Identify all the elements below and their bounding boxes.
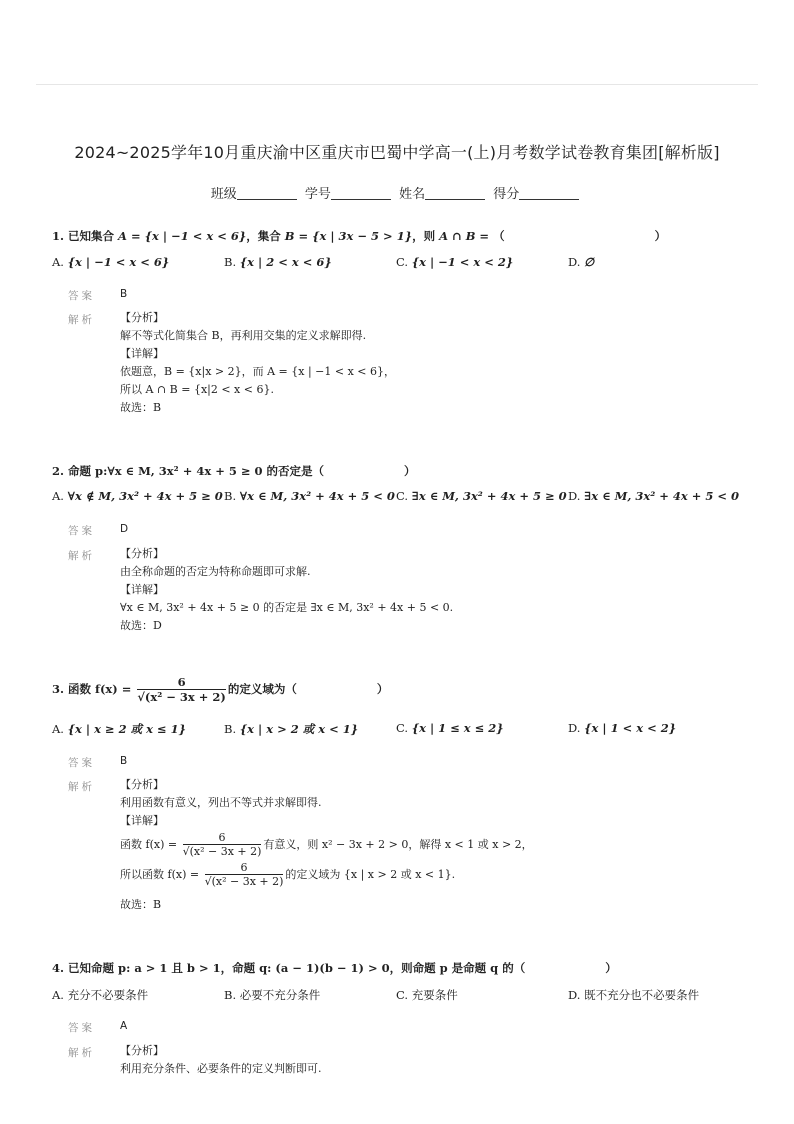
- stem-math: A ∩ B =: [439, 229, 494, 243]
- fraction: [205, 861, 284, 889]
- analysis-line: 【分析】: [120, 311, 164, 324]
- analysis-label: 解析: [68, 314, 95, 326]
- analysis-line: 利用充分条件、必要条件的定义判断即可.: [120, 1062, 322, 1075]
- stem-text: 已知命题 p: a > 1 且 b > 1，命题 q: (a − 1)(b − 1) > 0，则命题 p 是命题 q 的（: [68, 961, 526, 975]
- option-a: 充分不必要条件: [67, 988, 149, 1002]
- option-b: {x | 2 < x < 6}: [239, 255, 332, 269]
- fraction: [183, 831, 262, 859]
- option-letter: B.: [224, 722, 237, 736]
- question-number: 2.: [52, 464, 65, 478]
- name-blank: [425, 199, 485, 200]
- id-blank: [331, 199, 391, 200]
- option-letter: B.: [224, 988, 237, 1002]
- answer-label: 答案: [68, 290, 95, 302]
- stem-math: 函数 f(x) =: [68, 682, 136, 696]
- analysis-line: 故选：B: [120, 401, 162, 414]
- class-label: 班级: [210, 187, 237, 202]
- option-letter: C.: [396, 988, 409, 1002]
- answer-value: B: [120, 288, 128, 300]
- analysis-line: 所以 A ∩ B = {x|2 < x < 6}.: [120, 383, 274, 396]
- option-b: ∀x ∈ M, 3x² + 4x + 5 < 0: [239, 489, 395, 503]
- option-a: {x | −1 < x < 6}: [67, 255, 170, 269]
- fraction-numerator: 6: [205, 861, 284, 875]
- stem-text: ）: [376, 682, 389, 696]
- answer-label: 答案: [68, 525, 95, 537]
- analysis-line: 故选：D: [120, 619, 162, 632]
- answer-value: A: [120, 1020, 128, 1032]
- option-d: {x | 1 < x < 2}: [584, 721, 677, 735]
- analysis-line: 【分析】: [120, 547, 164, 560]
- stem-text: ）: [654, 229, 667, 243]
- option-letter: B.: [224, 255, 237, 269]
- option-letter: D.: [568, 988, 581, 1002]
- top-rule: [36, 84, 758, 85]
- name-label: 姓名: [399, 187, 426, 202]
- analysis-line: 利用函数有意义，列出不等式并求解即得.: [120, 796, 322, 809]
- analysis-line: 【分析】: [120, 1044, 164, 1057]
- option-a: ∀x ∉ M, 3x² + 4x + 5 ≥ 0: [67, 489, 223, 503]
- option-b: 必要不充分条件: [239, 988, 321, 1002]
- page-title: 2024~2025学年10月重庆渝中区重庆市巴蜀中学高一(上)月考数学试卷教育集团[解析版]: [74, 143, 720, 162]
- analysis-line: 故选：B: [120, 898, 162, 911]
- stem-math: B = {x | 3x − 5 > 1}: [284, 229, 413, 243]
- stem-math: A = {x | −1 < x < 6}: [118, 229, 247, 243]
- fraction-denominator: √(x² − 3x + 2): [204, 875, 284, 888]
- option-d: ∅: [584, 255, 595, 269]
- analysis-line: [120, 860, 740, 890]
- analysis-text: 的定义域为 {x | x > 2 或 x < 1}.: [285, 868, 456, 881]
- question-1-stem: [52, 228, 752, 244]
- question-4-analysis: [120, 1042, 740, 1078]
- analysis-line: 【详解】: [120, 814, 164, 827]
- score-blank: [519, 199, 579, 200]
- option-d: ∃x ∈ M, 3x² + 4x + 5 < 0: [584, 489, 740, 503]
- analysis-line: 【详解】: [120, 583, 164, 596]
- answer-label: 答案: [68, 757, 95, 769]
- question-2-analysis: [120, 545, 740, 635]
- question-1-analysis: [120, 309, 740, 417]
- option-letter: D.: [568, 721, 581, 735]
- analysis-text: 所以函数 f(x) =: [120, 868, 203, 881]
- fraction-denominator: √(x² − 3x + 2): [137, 690, 226, 704]
- option-c: {x | −1 < x < 2}: [411, 255, 514, 269]
- option-letter: D.: [568, 489, 581, 503]
- stem-text: ，则: [412, 229, 440, 243]
- analysis-line: 解不等式化简集合 B，再利用交集的定义求解即得.: [120, 329, 367, 342]
- stem-text: （: [493, 229, 505, 243]
- option-c: ∃x ∈ M, 3x² + 4x + 5 ≥ 0: [411, 489, 567, 503]
- analysis-label: 解析: [68, 781, 95, 793]
- option-c: {x | 1 ≤ x ≤ 2}: [411, 721, 504, 735]
- analysis-text: 有意义，则 x² − 3x + 2 > 0，解得 x < 1 或 x > 2，: [263, 838, 533, 851]
- analysis-label: 解析: [68, 550, 95, 562]
- question-number: 4.: [52, 961, 65, 975]
- fraction: [137, 676, 225, 704]
- option-c: 充要条件: [411, 988, 458, 1002]
- option-letter: B.: [224, 489, 237, 503]
- score-label: 得分: [493, 187, 520, 202]
- analysis-line: 【分析】: [120, 778, 164, 791]
- answer-value: B: [120, 755, 128, 767]
- question-number: 1.: [52, 229, 65, 243]
- option-a: {x | x ≥ 2 或 x ≤ 1}: [67, 722, 186, 736]
- analysis-line: [120, 830, 740, 860]
- option-b: {x | x > 2 或 x < 1}: [239, 722, 359, 736]
- analysis-text: 函数 f(x) =: [120, 838, 181, 851]
- analysis-line: 由全称命题的否定为特称命题即可求解.: [120, 565, 311, 578]
- stem-text: 命题 p:∀x ∈ M, 3x² + 4x + 5 ≥ 0 的否定是（: [68, 464, 324, 478]
- fraction-numerator: 6: [137, 676, 225, 690]
- option-letter: A.: [52, 255, 64, 269]
- analysis-label: 解析: [68, 1047, 95, 1059]
- option-letter: C.: [396, 255, 409, 269]
- class-blank: [237, 199, 297, 200]
- analysis-line: 【详解】: [120, 347, 164, 360]
- question-2-stem: [52, 463, 752, 479]
- analysis-line: ∀x ∈ M, 3x² + 4x + 5 ≥ 0 的否定是 ∃x ∈ M, 3x² + 4x + 5 < 0.: [120, 601, 454, 614]
- stem-text: 已知集合: [68, 229, 119, 243]
- question-number: 3.: [52, 682, 65, 696]
- stem-text: 的定义域为（: [227, 682, 297, 696]
- fraction-numerator: 6: [183, 831, 262, 845]
- option-letter: D.: [568, 255, 581, 269]
- stem-text: ，集合: [246, 229, 285, 243]
- answer-label: 答案: [68, 1022, 95, 1034]
- option-d: 既不充分也不必要条件: [584, 988, 700, 1002]
- option-letter: C.: [396, 489, 409, 503]
- option-letter: A.: [52, 722, 64, 736]
- question-3-analysis: [120, 776, 740, 914]
- question-4-stem: [52, 960, 752, 976]
- id-label: 学号: [304, 187, 331, 202]
- student-info-line: [0, 183, 794, 202]
- option-letter: C.: [396, 721, 409, 735]
- question-3-stem: [52, 676, 752, 704]
- fraction-denominator: √(x² − 3x + 2): [182, 845, 262, 858]
- analysis-line: 依题意，B = {x|x > 2}，而 A = {x | −1 < x < 6}，: [120, 365, 395, 378]
- option-letter: A.: [52, 988, 64, 1002]
- stem-text: ）: [404, 464, 416, 478]
- stem-text: ）: [605, 961, 617, 975]
- option-letter: A.: [52, 489, 64, 503]
- answer-value: D: [120, 523, 129, 535]
